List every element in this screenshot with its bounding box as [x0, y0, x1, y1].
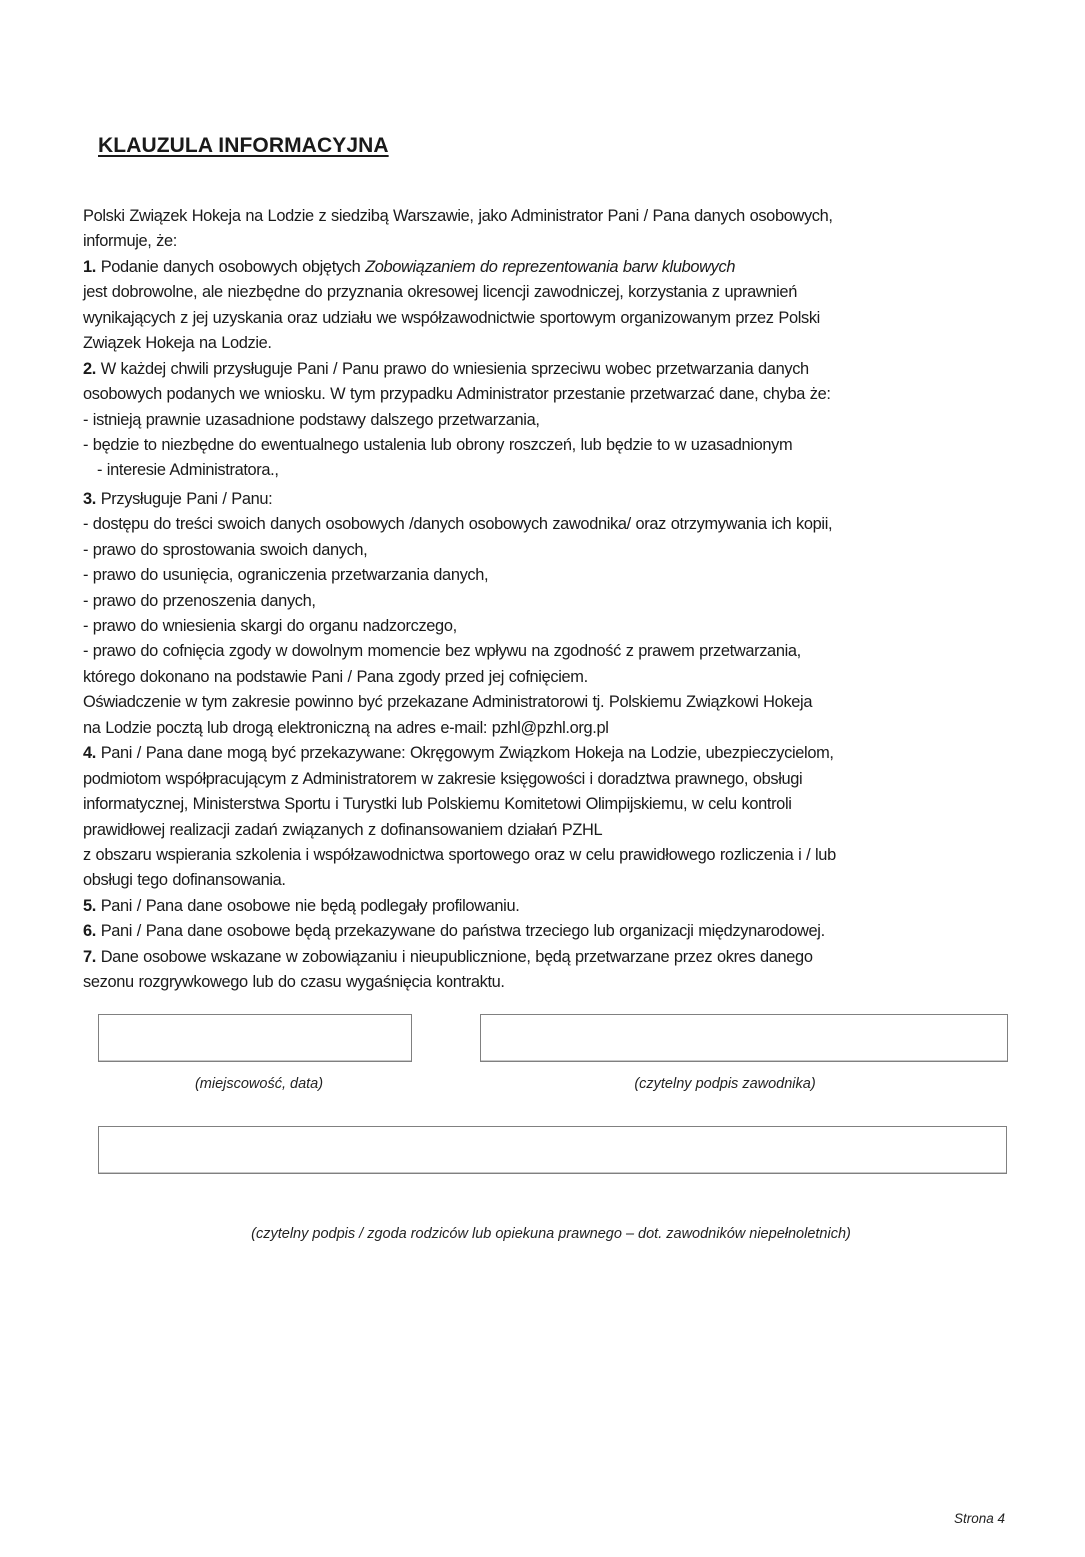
point-3-line: - prawo do przenoszenia danych,	[83, 591, 316, 610]
point-1-number: 1.	[83, 257, 96, 276]
point-3-text: Przysługuje Pani / Panu:	[95, 489, 273, 508]
point-3-line: - prawo do wniesienia skargi do organu nadzorczego,	[83, 617, 457, 635]
point-1-italic-title: Zobowiązaniem do reprezentowania barw klubowych	[365, 257, 736, 276]
guardian-signature-caption: (czytelny podpis / zgoda rodziców lub opiekuna prawnego – dot. zawodników niepełnoletnich)	[251, 1226, 851, 1242]
point-6-text: Pani / Pana dane osobowe będą przekazywane do państwa trzeciego lub organizacji międzynarodowej.	[95, 922, 825, 941]
point-3-first-line	[83, 487, 1013, 512]
point-5-text: Pani / Pana dane osobowe nie będą podlegały profilowaniu.	[95, 896, 520, 915]
guardian-signature-field[interactable]	[98, 1126, 1007, 1174]
point-2-line: osobowych podanych we wniosku. W tym przypadku Administrator przestanie przetwarzać dane, chyba że:	[83, 385, 831, 404]
place-date-caption: (miejscowość, data)	[194, 1076, 324, 1092]
point-4-first-line	[83, 741, 1013, 766]
point-4-line: informatycznej, Ministerstwa Sportu i Turystki lub Polskiemu Komitetowi Olimpijskiemu, w celu kontroli	[83, 795, 792, 814]
point-5-number: 5.	[83, 896, 96, 915]
point-3-line: - prawo do sprostowania swoich danych,	[83, 540, 368, 559]
point-2-indented-line: - interesie Administratora.,	[97, 461, 279, 480]
player-signature-caption: (czytelny podpis zawodnika)	[634, 1076, 816, 1092]
clause-body	[83, 204, 1013, 996]
point-3-line: Oświadczenie w tym zakresie powinno być przekazane Administratorowi tj. Polskiemu Związkowi Hokeja	[83, 693, 813, 712]
point-1-line: wynikających z jej uzyskania oraz udziału we współzawodnictwie sportowym organizowanym przez Polski	[83, 308, 820, 327]
point-2-line: - będzie to niezbędne do ewentualnego ustalenia lub obrony roszczeń, lub będzie to w uzasadnionym	[83, 435, 793, 454]
point-4-line: prawidłowej realizacji zadań związanych z dofinansowaniem działań PZHL	[83, 820, 603, 839]
point-6-number: 6.	[83, 922, 96, 941]
point-2-first-line	[83, 357, 1013, 382]
point-7-first-line	[83, 945, 1013, 970]
point-3-line: którego dokonano na podstawie Pani / Pana zgody przed jej cofnięciem.	[83, 667, 588, 686]
point-1-line: jest dobrowolne, ale niezbędne do przyznania okresowej licencji zawodniczej, korzystania z uprawnień	[83, 283, 797, 302]
document-title: KLAUZULA INFORMACYJNA	[98, 134, 389, 157]
point-2-text: W każdej chwili przysługuje Pani / Panu prawo do wniesienia sprzeciwu wobec przetwarzania danych	[95, 359, 809, 378]
point-4-number: 4.	[83, 744, 96, 763]
intro-line-1: Polski Związek Hokeja na Lodzie z siedzibą Warszawie, jako Administrator Pani / Pana danych osobowych,	[83, 207, 833, 225]
player-signature-field[interactable]	[480, 1014, 1008, 1062]
point-3-line: - dostępu do treści swoich danych osobowych /danych osobowych zawodnika/ oraz otrzymywania ich kopii,	[83, 515, 833, 534]
point-1-line: Związek Hokeja na Lodzie.	[83, 334, 272, 353]
point-4-line: obsługi tego dofinansowania.	[83, 871, 286, 890]
point-2-number: 2.	[83, 359, 96, 378]
point-7-line: sezonu rozgrywkowego lub do czasu wygaśnięcia kontraktu.	[83, 973, 505, 992]
point-3-line: - prawo do cofnięcia zgody w dowolnym momencie bez wpływu na zgodność z prawem przetwarzania,	[83, 642, 801, 661]
point-6-line	[83, 919, 1013, 944]
point-1-lead: Podanie danych osobowych objętych	[95, 257, 366, 276]
point-1-first-line	[83, 255, 1013, 280]
point-3-number: 3.	[83, 489, 96, 508]
point-2-line: - istnieją prawnie uzasadnione podstawy dalszego przetwarzania,	[83, 410, 540, 429]
point-5-line	[83, 894, 1013, 919]
page-number: Strona 4	[953, 1511, 1005, 1526]
place-date-field[interactable]	[98, 1014, 412, 1062]
point-4-text: Pani / Pana dane mogą być przekazywane: Okręgowym Związkom Hokeja na Lodzie, ubezpieczycielom,	[95, 744, 834, 763]
point-7-number: 7.	[83, 947, 96, 966]
point-7-text: Dane osobowe wskazane w zobowiązaniu i nieupublicznione, będą przetwarzane przez okres danego	[95, 947, 813, 966]
point-4-line: z obszaru wspierania szkolenia i współzawodnictwa sportowego oraz w celu prawidłowego rozliczenia i / lub	[83, 845, 836, 864]
point-4-line: podmiotom współpracującym z Administratorem w zakresie księgowości i doradztwa prawnego, obsługi	[83, 769, 803, 788]
point-3-line: - prawo do usunięcia, ograniczenia przetwarzania danych,	[83, 566, 489, 585]
intro-line-2: informuje, że:	[83, 232, 177, 251]
point-3-line: na Lodzie pocztą lub drogą elektroniczną na adres e-mail: pzhl@pzhl.org.pl	[83, 718, 609, 737]
